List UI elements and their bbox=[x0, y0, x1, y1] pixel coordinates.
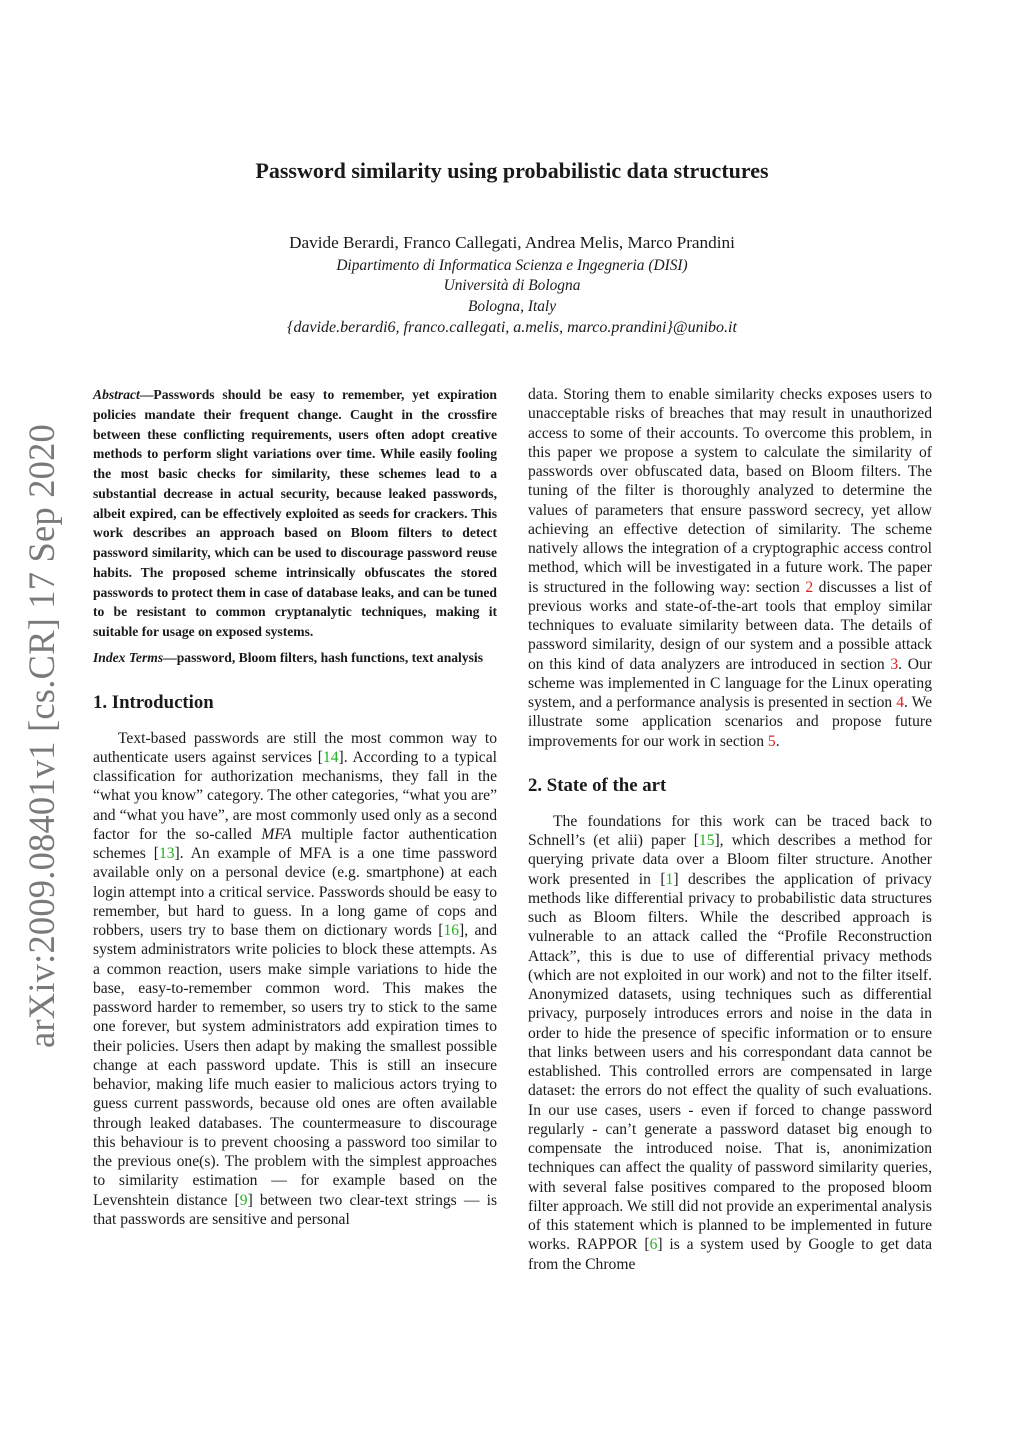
author-list: Davide Berardi, Franco Callegati, Andrea Melis, Marco Prandini bbox=[289, 233, 735, 252]
left-column bbox=[93, 385, 497, 1229]
citation-link[interactable]: 6 bbox=[649, 1236, 658, 1254]
introduction-paragraph bbox=[93, 729, 497, 1230]
sota-text-1: The foundations for this work can be traced back to Schnell’s (et alii) paper [ bbox=[528, 812, 932, 849]
citation-link[interactable]: 1 bbox=[665, 870, 674, 888]
section-link[interactable]: 3 bbox=[890, 655, 899, 673]
section-link[interactable]: 5 bbox=[767, 732, 776, 750]
section-heading-state-of-the-art: 2. State of the art bbox=[528, 774, 667, 796]
abstract-label: Abstract bbox=[93, 387, 140, 402]
index-terms-text: —password, Bloom filters, hash functions, text analysis bbox=[163, 649, 483, 665]
author-emails: {davide.berardi6, franco.callegati, a.melis, marco.prandini}@unibo.it bbox=[287, 319, 737, 336]
intro-text-1: Text-based passwords are still the most common way to authenticate users against services [ bbox=[93, 729, 497, 766]
affiliation-university: Università di Bologna bbox=[443, 277, 581, 294]
right-column bbox=[528, 385, 932, 1274]
citation-link[interactable]: 16 bbox=[443, 922, 460, 939]
paper-title: Password similarity using probabilistic data structures bbox=[255, 158, 769, 183]
intro-cont-text-2: discusses a list of previous works and state-of-the-art tools that employ similar techniques to evaluate similarity between data. The details of password similarity, design of our system and a possible attack on this kind of data analyzers are introduced in section bbox=[528, 578, 932, 673]
intro-text-2: ]. According to a typical classification for authorization mechanisms, they fall in the “what you know” category. The other categories, “what you are” and “what you have”, are most commonly used only as a second factor for the so-called bbox=[93, 748, 497, 843]
section-heading-introduction: 1. Introduction bbox=[93, 691, 214, 713]
introduction-continued-paragraph bbox=[528, 385, 932, 751]
sota-text-4: ] is a system used by Google to get data from the Chrome bbox=[528, 1236, 932, 1273]
affiliation-location: Bologna, Italy bbox=[467, 298, 557, 315]
citation-link[interactable]: 9 bbox=[239, 1191, 248, 1209]
intro-text-6: ] between two clear-text strings — is that passwords are sensitive and personal bbox=[93, 1191, 498, 1228]
arxiv-identifier: arXiv:2009.08401v1 [cs.CR] 17 Sep 2020 bbox=[21, 423, 62, 1048]
mfa-term: MFA bbox=[261, 825, 292, 843]
citation-link[interactable]: 14 bbox=[322, 748, 339, 766]
intro-cont-text-5: . bbox=[775, 732, 780, 750]
affiliation-department: Dipartimento di Informatica Scienza e Ingegneria (DISI) bbox=[336, 257, 688, 274]
citation-link[interactable]: 13 bbox=[158, 845, 175, 862]
intro-text-4: ]. An example of MFA is a one time password available only on a personal device (e.g. smartphone) at each login attempt into a critical service. Passwords should be easy to remember, but hard to guess. In a long game of cops and robbers, users try to base them on dictionary words [ bbox=[93, 845, 498, 939]
sota-text-2: ], which describes a method for querying private data over a Bloom filter structure. Another work presented in [ bbox=[528, 832, 932, 888]
state-of-the-art-paragraph bbox=[528, 812, 932, 1274]
section-link[interactable]: 2 bbox=[805, 578, 814, 596]
intro-text-3: multiple factor authentication schemes [ bbox=[93, 825, 497, 862]
intro-cont-text-3: . Our scheme was implemented in C language for the Linux operating system, and a performance analysis is presented in section bbox=[528, 655, 932, 711]
index-terms bbox=[93, 648, 497, 668]
intro-cont-text-4: . We illustrate some application scenarios and propose future improvements for our work in section bbox=[528, 694, 932, 750]
section-link[interactable]: 4 bbox=[896, 694, 904, 711]
intro-cont-text-1: data. Storing them to enable similarity checks exposes users to unacceptable risks of breaches that may result in unauthorized access to some of their accounts. To overcome this problem, in this paper we propose a system to calculate the similarity of passwords over obfuscated data, based on Bloom filters. The tuning of the filter is thoroughly analyzed to determine the values of parameters that ensure password secrecy, yet allow achieving an effective detection of similarity. The scheme natively allows the integration of a cryptographic access control method, which will be investigated in a future work. The paper is structured in the following way: section bbox=[528, 386, 932, 596]
intro-text-5: ], and system administrators write policies to block these attempts. As a common reaction, users make simple variations to hide the base, easy-to-remember common word. This makes the password harder to remember, so users try to stick to the same one forever, but system administrators add expiration times to their policies. Users then adapt by making the smallest possible change at each password update. This is still an insecure behavior, making life much easier to malicious actors trying to guess current passwords, because old ones are often available through leaked databases. The countermeasure to discourage this behaviour is to prevent choosing a password too similar to the previous one(s). The problem with the simplest approaches to similarity estimation — for example based on the Levenshtein distance [ bbox=[93, 922, 497, 1209]
abstract bbox=[93, 385, 497, 642]
sota-text-3: ] describes the application of privacy methods like differential privacy to probabilistic data structures such as Bloom filters. While the described approach is vulnerable to an attack called the “Profile Reconstruction Attack”, this is due to use of differential privacy methods (which are not exploited in our work) and not to the filter itself. Anonymized datasets, using techniques such as differential privacy, purposely introduces errors and noise in the data in order to hide the presence of specific information or to ensure that links between users and his correspondant data cannot be established. This controlled errors are compensated in large dataset: the errors do not effect the quality of such evaluations. In our use cases, users - even if forced to change password regularly - can’t generate a password dataset big enough to compensate the introduced noise. That is, anonimization techniques can affect the quality of password similarity queries, with several false positives compared to the proposed bloom filter approach. We still did not provide an experimental analysis of this statement which is planned to be implemented in future works. RAPPOR [ bbox=[528, 870, 932, 1254]
abstract-text: —Passwords should be easy to remember, yet expiration policies mandate their frequent change. Caught in the crossfire between these conflicting requirements, users often adopt creative methods to perform slight variations over time. While easily fooling the most basic checks for similarity, these schemes lead to a substantial decrease in actual security, because leaked passwords, albeit expired, can be effectively exploited as seeds for crackers. This work describes an approach based on Bloom filters to detect password similarity, which can be used to discourage password reuse habits. The proposed scheme intrinsically obfuscates the stored passwords to protect them in case of database leaks, and can be tuned to be resistant to common cryptanalytic techniques, making it suitable for usage on exposed systems. bbox=[93, 387, 497, 639]
citation-link[interactable]: 15 bbox=[698, 832, 715, 849]
index-terms-label: Index Terms bbox=[93, 649, 164, 665]
